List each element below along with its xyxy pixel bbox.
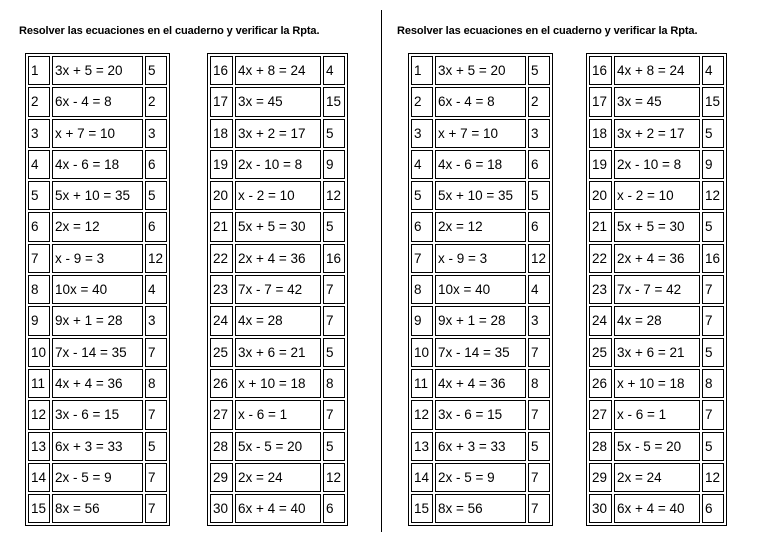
table-row bbox=[411, 275, 550, 304]
answer-value: 6 bbox=[145, 212, 167, 241]
table-row bbox=[210, 181, 345, 210]
table-row bbox=[411, 306, 550, 335]
equation-number: 9 bbox=[411, 306, 433, 335]
equation-text: 4x + 4 = 36 bbox=[52, 369, 143, 398]
equation-table bbox=[408, 53, 553, 526]
equation-number: 30 bbox=[589, 494, 612, 523]
table-row bbox=[28, 432, 167, 461]
equation-text: 7x - 7 = 42 bbox=[614, 275, 700, 304]
equation-number: 17 bbox=[589, 87, 612, 116]
table-row bbox=[210, 212, 345, 241]
equation-text: x + 10 = 18 bbox=[614, 369, 700, 398]
equation-text: x + 7 = 10 bbox=[435, 119, 526, 148]
table-row bbox=[210, 275, 345, 304]
equation-number: 10 bbox=[411, 338, 433, 367]
worksheet-title: Resolver las ecuaciones en el cuaderno y verificar la Rpta. bbox=[19, 25, 320, 37]
equation-number: 14 bbox=[411, 463, 433, 492]
equation-text: 7x - 14 = 35 bbox=[52, 338, 143, 367]
worksheet-title: Resolver las ecuaciones en el cuaderno y verificar la Rpta. bbox=[397, 25, 698, 37]
equation-text: 5x + 10 = 35 bbox=[52, 181, 143, 210]
table-row bbox=[589, 338, 724, 367]
table-row bbox=[589, 56, 724, 85]
table-row bbox=[411, 338, 550, 367]
answer-value: 2 bbox=[145, 87, 167, 116]
answer-value: 2 bbox=[528, 87, 550, 116]
equation-text: 5x - 5 = 20 bbox=[235, 432, 321, 461]
table-row bbox=[210, 306, 345, 335]
equation-text: 4x = 28 bbox=[235, 306, 321, 335]
equation-text: 4x - 6 = 18 bbox=[52, 150, 143, 179]
equation-text: 7x - 7 = 42 bbox=[235, 275, 321, 304]
equation-text: 4x - 6 = 18 bbox=[435, 150, 526, 179]
answer-value: 5 bbox=[323, 119, 345, 148]
equation-text: 5x - 5 = 20 bbox=[614, 432, 700, 461]
equation-text: 3x - 6 = 15 bbox=[52, 400, 143, 429]
table-row bbox=[411, 87, 550, 116]
equation-text: 10x = 40 bbox=[52, 275, 143, 304]
equation-number: 19 bbox=[589, 150, 612, 179]
equation-number: 8 bbox=[411, 275, 433, 304]
answer-value: 9 bbox=[702, 150, 724, 179]
answer-value: 5 bbox=[528, 56, 550, 85]
worksheet-right bbox=[385, 0, 765, 544]
equation-text: 6x + 4 = 40 bbox=[614, 494, 700, 523]
equation-text: 8x = 56 bbox=[435, 494, 526, 523]
equation-number: 16 bbox=[589, 56, 612, 85]
equation-number: 29 bbox=[589, 463, 612, 492]
table-row bbox=[28, 494, 167, 523]
answer-value: 7 bbox=[145, 463, 167, 492]
answer-value: 6 bbox=[145, 150, 167, 179]
answer-value: 4 bbox=[145, 275, 167, 304]
table-row bbox=[411, 400, 550, 429]
answer-value: 12 bbox=[702, 463, 724, 492]
equation-number: 4 bbox=[28, 150, 50, 179]
equation-text: 5x + 10 = 35 bbox=[435, 181, 526, 210]
answer-value: 3 bbox=[528, 119, 550, 148]
equation-text: 10x = 40 bbox=[435, 275, 526, 304]
answer-value: 6 bbox=[323, 494, 345, 523]
table-row bbox=[589, 244, 724, 273]
equation-text: 3x = 45 bbox=[614, 87, 700, 116]
equation-text: 3x + 6 = 21 bbox=[235, 338, 321, 367]
equation-number: 6 bbox=[411, 212, 433, 241]
equation-number: 30 bbox=[210, 494, 233, 523]
equation-number: 20 bbox=[589, 181, 612, 210]
answer-value: 7 bbox=[323, 306, 345, 335]
equation-text: 2x = 24 bbox=[235, 463, 321, 492]
equation-number: 15 bbox=[28, 494, 50, 523]
equation-number: 3 bbox=[28, 119, 50, 148]
answer-value: 7 bbox=[702, 400, 724, 429]
answer-value: 5 bbox=[145, 181, 167, 210]
answer-value: 5 bbox=[702, 432, 724, 461]
answer-value: 7 bbox=[145, 400, 167, 429]
equation-text: x - 6 = 1 bbox=[235, 400, 321, 429]
equation-number: 2 bbox=[28, 87, 50, 116]
equation-text: x - 9 = 3 bbox=[435, 244, 526, 273]
equation-text: 2x - 10 = 8 bbox=[235, 150, 321, 179]
equation-number: 28 bbox=[589, 432, 612, 461]
table-row bbox=[411, 56, 550, 85]
table-row bbox=[589, 400, 724, 429]
table-row bbox=[411, 494, 550, 523]
equation-text: 4x + 8 = 24 bbox=[614, 56, 700, 85]
equation-text: 4x + 8 = 24 bbox=[235, 56, 321, 85]
answer-value: 3 bbox=[145, 119, 167, 148]
equation-text: 6x - 4 = 8 bbox=[52, 87, 143, 116]
table-row bbox=[28, 56, 167, 85]
equation-number: 13 bbox=[28, 432, 50, 461]
answer-value: 6 bbox=[528, 150, 550, 179]
table-row bbox=[411, 369, 550, 398]
table-row bbox=[28, 87, 167, 116]
table-row bbox=[28, 400, 167, 429]
answer-value: 15 bbox=[702, 87, 724, 116]
equation-number: 27 bbox=[589, 400, 612, 429]
table-row bbox=[28, 181, 167, 210]
equation-text: 3x + 2 = 17 bbox=[614, 119, 700, 148]
equation-text: 6x + 3 = 33 bbox=[52, 432, 143, 461]
equation-number: 17 bbox=[210, 87, 233, 116]
answer-value: 12 bbox=[528, 244, 550, 273]
table-row bbox=[210, 56, 345, 85]
equation-number: 27 bbox=[210, 400, 233, 429]
equation-text: x - 2 = 10 bbox=[235, 181, 321, 210]
answer-value: 4 bbox=[323, 56, 345, 85]
answer-value: 6 bbox=[702, 494, 724, 523]
table-row bbox=[589, 463, 724, 492]
equation-text: 2x + 4 = 36 bbox=[235, 244, 321, 273]
table-row bbox=[28, 463, 167, 492]
answer-value: 4 bbox=[702, 56, 724, 85]
table-row bbox=[28, 306, 167, 335]
table-row bbox=[28, 369, 167, 398]
table-row bbox=[589, 119, 724, 148]
equation-number: 15 bbox=[411, 494, 433, 523]
equation-number: 11 bbox=[411, 369, 433, 398]
table-row bbox=[411, 432, 550, 461]
equation-text: 3x - 6 = 15 bbox=[435, 400, 526, 429]
equation-text: 9x + 1 = 28 bbox=[52, 306, 143, 335]
equation-number: 13 bbox=[411, 432, 433, 461]
equation-text: 9x + 1 = 28 bbox=[435, 306, 526, 335]
answer-value: 12 bbox=[702, 181, 724, 210]
answer-value: 7 bbox=[323, 275, 345, 304]
table-row bbox=[28, 212, 167, 241]
table-row bbox=[28, 150, 167, 179]
equation-table bbox=[586, 53, 727, 526]
answer-value: 4 bbox=[528, 275, 550, 304]
equation-number: 7 bbox=[411, 244, 433, 273]
equation-number: 18 bbox=[210, 119, 233, 148]
equation-text: 6x + 4 = 40 bbox=[235, 494, 321, 523]
answer-value: 8 bbox=[145, 369, 167, 398]
equation-number: 16 bbox=[210, 56, 233, 85]
answer-value: 5 bbox=[528, 181, 550, 210]
answer-value: 5 bbox=[528, 432, 550, 461]
equation-text: x + 7 = 10 bbox=[52, 119, 143, 148]
equation-text: 3x + 2 = 17 bbox=[235, 119, 321, 148]
answer-value: 6 bbox=[528, 212, 550, 241]
table-row bbox=[28, 244, 167, 273]
equation-number: 24 bbox=[589, 306, 612, 335]
worksheet-left bbox=[0, 0, 380, 544]
table-row bbox=[411, 150, 550, 179]
table-row bbox=[210, 338, 345, 367]
answer-value: 5 bbox=[145, 56, 167, 85]
equation-table bbox=[25, 53, 170, 526]
equation-number: 22 bbox=[210, 244, 233, 273]
table-row bbox=[210, 400, 345, 429]
equation-number: 8 bbox=[28, 275, 50, 304]
equation-number: 9 bbox=[28, 306, 50, 335]
equation-text: 5x + 5 = 30 bbox=[235, 212, 321, 241]
table-row bbox=[28, 119, 167, 148]
answer-value: 7 bbox=[528, 463, 550, 492]
table-row bbox=[411, 119, 550, 148]
equation-number: 21 bbox=[210, 212, 233, 241]
answer-value: 12 bbox=[323, 463, 345, 492]
answer-value: 12 bbox=[145, 244, 167, 273]
equation-text: 3x + 5 = 20 bbox=[52, 56, 143, 85]
answer-value: 7 bbox=[702, 306, 724, 335]
equation-text: x - 6 = 1 bbox=[614, 400, 700, 429]
equation-text: x + 10 = 18 bbox=[235, 369, 321, 398]
table-row bbox=[411, 212, 550, 241]
answer-value: 7 bbox=[323, 400, 345, 429]
table-row bbox=[28, 275, 167, 304]
equation-number: 26 bbox=[210, 369, 233, 398]
equation-number: 24 bbox=[210, 306, 233, 335]
equation-number: 25 bbox=[589, 338, 612, 367]
equation-text: 6x + 3 = 33 bbox=[435, 432, 526, 461]
answer-value: 5 bbox=[702, 212, 724, 241]
table-row bbox=[210, 150, 345, 179]
equation-number: 2 bbox=[411, 87, 433, 116]
equation-number: 4 bbox=[411, 150, 433, 179]
table-row bbox=[411, 244, 550, 273]
equation-text: 2x = 12 bbox=[435, 212, 526, 241]
answer-value: 7 bbox=[528, 494, 550, 523]
table-row bbox=[210, 463, 345, 492]
equation-text: 5x + 5 = 30 bbox=[614, 212, 700, 241]
equation-number: 12 bbox=[28, 400, 50, 429]
equation-text: 7x - 14 = 35 bbox=[435, 338, 526, 367]
equation-number: 18 bbox=[589, 119, 612, 148]
page-divider bbox=[381, 10, 382, 532]
answer-value: 5 bbox=[323, 212, 345, 241]
equation-number: 12 bbox=[411, 400, 433, 429]
equation-text: 3x = 45 bbox=[235, 87, 321, 116]
equation-number: 25 bbox=[210, 338, 233, 367]
equation-number: 29 bbox=[210, 463, 233, 492]
answer-value: 12 bbox=[323, 181, 345, 210]
table-row bbox=[210, 494, 345, 523]
equation-number: 6 bbox=[28, 212, 50, 241]
equation-number: 5 bbox=[28, 181, 50, 210]
table-row bbox=[210, 119, 345, 148]
equation-text: x - 2 = 10 bbox=[614, 181, 700, 210]
equation-table bbox=[207, 53, 348, 526]
equation-text: 6x - 4 = 8 bbox=[435, 87, 526, 116]
answer-value: 15 bbox=[323, 87, 345, 116]
equation-number: 22 bbox=[589, 244, 612, 273]
equation-text: 4x + 4 = 36 bbox=[435, 369, 526, 398]
answer-value: 5 bbox=[323, 338, 345, 367]
table-row bbox=[28, 338, 167, 367]
table-row bbox=[589, 87, 724, 116]
equation-text: 8x = 56 bbox=[52, 494, 143, 523]
table-row bbox=[589, 181, 724, 210]
table-row bbox=[411, 181, 550, 210]
answer-value: 3 bbox=[145, 306, 167, 335]
table-row bbox=[589, 275, 724, 304]
table-row bbox=[210, 432, 345, 461]
table-row bbox=[589, 369, 724, 398]
equation-number: 19 bbox=[210, 150, 233, 179]
equation-number: 7 bbox=[28, 244, 50, 273]
answer-value: 7 bbox=[528, 400, 550, 429]
table-row bbox=[589, 150, 724, 179]
answer-value: 5 bbox=[323, 432, 345, 461]
equation-text: 3x + 6 = 21 bbox=[614, 338, 700, 367]
answer-value: 9 bbox=[323, 150, 345, 179]
equation-text: 2x + 4 = 36 bbox=[614, 244, 700, 273]
table-row bbox=[589, 306, 724, 335]
equation-text: 2x - 5 = 9 bbox=[435, 463, 526, 492]
table-row bbox=[210, 87, 345, 116]
answer-value: 8 bbox=[702, 369, 724, 398]
equation-number: 3 bbox=[411, 119, 433, 148]
answer-value: 16 bbox=[702, 244, 724, 273]
answer-value: 16 bbox=[323, 244, 345, 273]
table-row bbox=[210, 369, 345, 398]
answer-value: 7 bbox=[528, 338, 550, 367]
answer-value: 5 bbox=[702, 338, 724, 367]
equation-text: 2x - 5 = 9 bbox=[52, 463, 143, 492]
equation-number: 20 bbox=[210, 181, 233, 210]
equation-number: 21 bbox=[589, 212, 612, 241]
table-row bbox=[411, 463, 550, 492]
answer-value: 7 bbox=[702, 275, 724, 304]
answer-value: 5 bbox=[702, 119, 724, 148]
equation-number: 26 bbox=[589, 369, 612, 398]
equation-text: 2x - 10 = 8 bbox=[614, 150, 700, 179]
table-row bbox=[589, 212, 724, 241]
table-row bbox=[589, 494, 724, 523]
equation-number: 5 bbox=[411, 181, 433, 210]
answer-value: 8 bbox=[323, 369, 345, 398]
table-row bbox=[589, 432, 724, 461]
table-row bbox=[210, 244, 345, 273]
equation-number: 11 bbox=[28, 369, 50, 398]
equation-text: 4x = 28 bbox=[614, 306, 700, 335]
answer-value: 7 bbox=[145, 338, 167, 367]
equation-text: x - 9 = 3 bbox=[52, 244, 143, 273]
answer-value: 7 bbox=[145, 494, 167, 523]
answer-value: 5 bbox=[145, 432, 167, 461]
answer-value: 3 bbox=[528, 306, 550, 335]
equation-number: 23 bbox=[210, 275, 233, 304]
equation-text: 2x = 12 bbox=[52, 212, 143, 241]
equation-text: 3x + 5 = 20 bbox=[435, 56, 526, 85]
equation-number: 1 bbox=[28, 56, 50, 85]
equation-number: 10 bbox=[28, 338, 50, 367]
equation-number: 14 bbox=[28, 463, 50, 492]
equation-text: 2x = 24 bbox=[614, 463, 700, 492]
equation-number: 1 bbox=[411, 56, 433, 85]
answer-value: 8 bbox=[528, 369, 550, 398]
equation-number: 23 bbox=[589, 275, 612, 304]
equation-number: 28 bbox=[210, 432, 233, 461]
